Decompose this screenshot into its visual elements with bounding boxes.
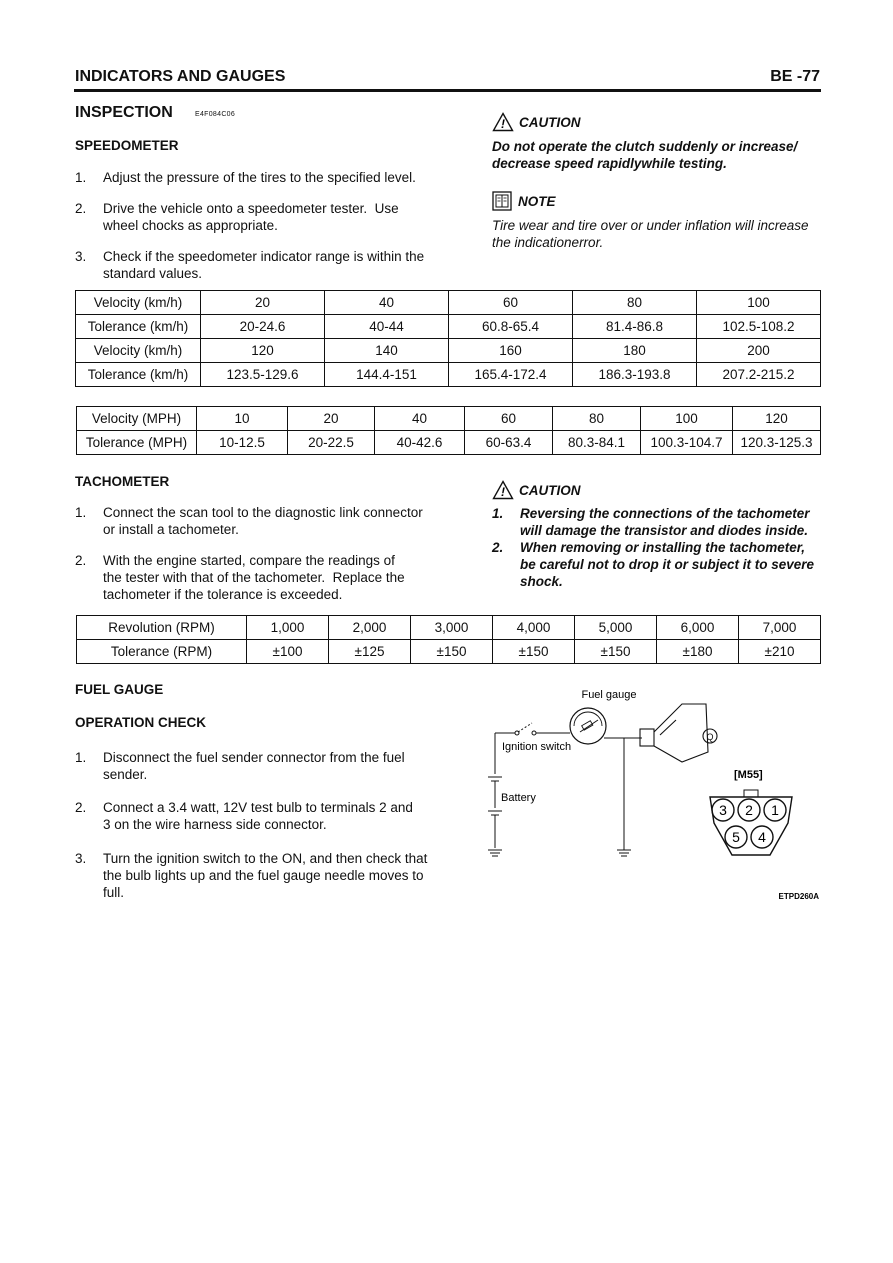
- caution-label: CAUTION: [519, 114, 581, 130]
- caution-item-line-2: will damage the transistor and diodes inside.: [520, 523, 809, 538]
- table-cell: ±150: [411, 640, 493, 664]
- caution-triangle-icon: [492, 112, 514, 132]
- step-text-line-1: Turn the ignition switch to the ON, and then check that: [103, 851, 428, 866]
- step-text-line-1: Disconnect the fuel sender connector from the fuel: [103, 750, 405, 765]
- operation-check-title: OPERATION CHECK: [75, 715, 207, 730]
- table-cell: 20-22.5: [288, 431, 375, 455]
- table-cell: 7,000: [739, 616, 821, 640]
- connector-label: [M55]: [734, 769, 763, 781]
- table-cell: 4,000: [493, 616, 575, 640]
- step-number: 1.: [75, 750, 87, 765]
- fuel-step-3: [75, 850, 445, 901]
- fuel-step-2: [75, 799, 445, 833]
- table-cell: 20-24.6: [201, 315, 325, 339]
- inspection-title: INSPECTION: [75, 104, 173, 121]
- table-cell: 123.5-129.6: [201, 363, 325, 387]
- table-cell: ±100: [247, 640, 329, 664]
- fuel-gauge-title: FUEL GAUGE: [75, 682, 164, 697]
- table-row: [76, 339, 821, 363]
- speedometer-step-3: [75, 248, 445, 282]
- note-label: NOTE: [518, 193, 556, 209]
- note-heading: [492, 191, 556, 211]
- note-line-1: Tire wear and tire over or under inflation will increase: [492, 218, 809, 233]
- table-cell: 60-63.4: [465, 431, 553, 455]
- table-cell: Tolerance (km/h): [76, 363, 201, 387]
- note-book-icon: [492, 191, 512, 211]
- caution-line-2: decrease speed rapidlywhile testing.: [492, 156, 727, 171]
- table-cell: 102.5-108.2: [697, 315, 821, 339]
- table-cell: 100: [641, 407, 733, 431]
- fuel-gauge-wiring-diagram: [470, 680, 830, 910]
- table-cell: ±180: [657, 640, 739, 664]
- speedometer-step-1: [75, 169, 445, 186]
- table-cell: 80: [553, 407, 641, 431]
- connector-pin-1: 1: [771, 802, 779, 818]
- speedometer-mph-table: [76, 406, 821, 455]
- table-cell: ±150: [493, 640, 575, 664]
- step-text-line-2: wheel chocks as appropriate.: [103, 218, 278, 233]
- caution-heading-2: [492, 480, 581, 500]
- connector-pin-4: 4: [758, 829, 766, 845]
- table-cell: ±125: [329, 640, 411, 664]
- caution-triangle-icon: [492, 480, 514, 500]
- table-row: [77, 616, 821, 640]
- ignition-switch-label: Ignition switch: [502, 741, 572, 753]
- tachometer-step-2: [75, 552, 445, 603]
- step-number: 1.: [75, 170, 87, 185]
- step-text-line-3: tachometer if the tolerance is exceeded.: [103, 587, 343, 602]
- table-cell: 140: [325, 339, 449, 363]
- step-text: Adjust the pressure of the tires to the specified level.: [103, 170, 416, 185]
- fuel-gauge-meter-icon: [570, 708, 606, 744]
- step-text-line-2: or install a tachometer.: [103, 522, 239, 537]
- table-cell: 40: [375, 407, 465, 431]
- svg-text:!: !: [501, 117, 505, 131]
- table-row: [77, 640, 821, 664]
- caution-item-line-1: When removing or installing the tachometer,: [520, 540, 806, 555]
- table-cell: 144.4-151: [325, 363, 449, 387]
- step-number: 2.: [75, 553, 87, 568]
- table-cell: Tolerance (RPM): [77, 640, 247, 664]
- step-text-line-2: 3 on the wire harness side connector.: [103, 817, 327, 832]
- table-row: [76, 315, 821, 339]
- table-cell: 1,000: [247, 616, 329, 640]
- step-text-line-2: standard values.: [103, 266, 203, 281]
- connector-plug-icon: [640, 704, 717, 762]
- step-text-line-1: With the engine started, compare the readings of: [103, 553, 395, 568]
- caution-item-1: [492, 505, 832, 539]
- step-text-line-3: full.: [103, 885, 125, 900]
- table-cell: Tolerance (MPH): [77, 431, 197, 455]
- caution-label: CAUTION: [519, 482, 581, 498]
- fuel-gauge-label: Fuel gauge: [581, 689, 637, 701]
- table-cell: 3,000: [411, 616, 493, 640]
- table-cell: 100.3-104.7: [641, 431, 733, 455]
- step-text-line-1: Check if the speedometer indicator range is within the: [103, 249, 425, 264]
- diagram-reference-code: ETPD260A: [778, 892, 819, 901]
- table-cell: 60.8-65.4: [449, 315, 573, 339]
- step-number: 2.: [75, 800, 87, 815]
- table-cell: 2,000: [329, 616, 411, 640]
- step-text-line-1: Connect the scan tool to the diagnostic link connector: [103, 505, 423, 520]
- table-cell: 40: [325, 291, 449, 315]
- table-cell: 10-12.5: [197, 431, 288, 455]
- caution-item-line-2: be careful not to drop it or subject it to severe: [520, 557, 815, 572]
- step-number: 1.: [75, 505, 87, 520]
- table-cell: 120: [733, 407, 821, 431]
- caution-item-line-3: shock.: [520, 574, 563, 589]
- inspection-code: E4F084C06: [195, 111, 236, 118]
- caution-item-line-1: Reversing the connections of the tachometer: [520, 506, 810, 521]
- table-cell: 60: [465, 407, 553, 431]
- header-rule: [74, 89, 821, 92]
- svg-text:!: !: [501, 485, 505, 499]
- tachometer-step-1: [75, 504, 445, 538]
- step-text-line-1: Drive the vehicle onto a speedometer tester. Use: [103, 201, 399, 216]
- table-cell: Tolerance (km/h): [76, 315, 201, 339]
- connector-pin-2: 2: [745, 802, 753, 818]
- table-cell: 180: [573, 339, 697, 363]
- table-cell: 100: [697, 291, 821, 315]
- table-cell: 120: [201, 339, 325, 363]
- table-cell: 20: [288, 407, 375, 431]
- note-line-2: the indicationerror.: [492, 235, 604, 250]
- table-cell: 200: [697, 339, 821, 363]
- table-cell: Velocity (km/h): [76, 291, 201, 315]
- table-cell: 165.4-172.4: [449, 363, 573, 387]
- caution-line-1: Do not operate the clutch suddenly or increase/: [492, 139, 798, 154]
- caution-item-number: 2.: [492, 540, 504, 555]
- table-cell: Velocity (km/h): [76, 339, 201, 363]
- step-number: 3.: [75, 851, 87, 866]
- header-title: INDICATORS AND GAUGES: [75, 68, 286, 85]
- table-row: [76, 363, 821, 387]
- table-cell: 207.2-215.2: [697, 363, 821, 387]
- table-cell: 6,000: [657, 616, 739, 640]
- table-cell: 160: [449, 339, 573, 363]
- table-row: [77, 407, 821, 431]
- table-cell: 40-44: [325, 315, 449, 339]
- caution-text: [492, 138, 827, 172]
- tachometer-title: TACHOMETER: [75, 474, 170, 489]
- svg-text:Q: Q: [706, 732, 714, 742]
- table-cell: 80.3-84.1: [553, 431, 641, 455]
- table-cell: 120.3-125.3: [733, 431, 821, 455]
- step-text-line-1: Connect a 3.4 watt, 12V test bulb to terminals 2 and: [103, 800, 413, 815]
- speedometer-step-2: [75, 200, 445, 234]
- step-number: 3.: [75, 249, 87, 264]
- table-row: [77, 431, 821, 455]
- step-text-line-2: the tester with that of the tachometer. Replace the: [103, 570, 405, 585]
- connector-pin-5: 5: [732, 829, 740, 845]
- table-cell: 40-42.6: [375, 431, 465, 455]
- battery-label: Battery: [501, 792, 536, 804]
- page-number: BE -77: [770, 68, 820, 85]
- caution-heading: [492, 112, 581, 132]
- speedometer-title: SPEEDOMETER: [75, 138, 179, 153]
- speedometer-kmh-table: [75, 290, 821, 387]
- table-cell: ±210: [739, 640, 821, 664]
- table-cell: 10: [197, 407, 288, 431]
- fuel-step-1: [75, 749, 445, 783]
- table-cell: 186.3-193.8: [573, 363, 697, 387]
- step-text-line-2: the bulb lights up and the fuel gauge needle moves to: [103, 868, 424, 883]
- table-cell: 5,000: [575, 616, 657, 640]
- table-cell: 60: [449, 291, 573, 315]
- table-cell: Velocity (MPH): [77, 407, 197, 431]
- table-row: [76, 291, 821, 315]
- step-number: 2.: [75, 201, 87, 216]
- table-cell: 80: [573, 291, 697, 315]
- connector-pin-3: 3: [719, 802, 727, 818]
- caution-item-number: 1.: [492, 506, 504, 521]
- m55-connector-face: [710, 790, 792, 855]
- step-text-line-2: sender.: [103, 767, 148, 782]
- table-cell: 81.4-86.8: [573, 315, 697, 339]
- caution-item-2: [492, 539, 832, 590]
- table-cell: ±150: [575, 640, 657, 664]
- note-text: [492, 217, 827, 251]
- table-cell: 20: [201, 291, 325, 315]
- table-cell: Revolution (RPM): [77, 616, 247, 640]
- tachometer-rpm-table: [76, 615, 821, 664]
